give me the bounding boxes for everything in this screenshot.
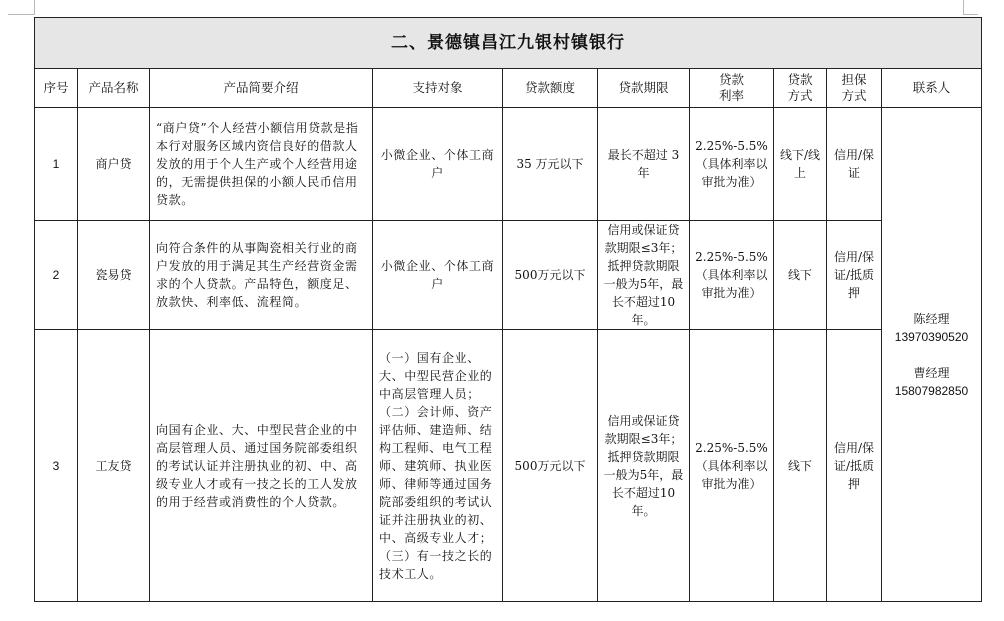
header-term: 贷款期限 (598, 69, 690, 108)
row-index: 3 (35, 330, 78, 602)
header-product-name: 产品名称 (78, 69, 150, 108)
row-guarantee: 信用/保证/抵质押 (827, 221, 882, 330)
header-product-intro: 产品简要介绍 (150, 69, 373, 108)
row-rate: 2.25%-5.5%（具体利率以审批为准） (690, 330, 774, 602)
table-row (35, 330, 982, 602)
row-target: 小微企业、个体工商户 (373, 221, 503, 330)
row-amount: 500万元以下 (503, 330, 598, 602)
contact-person-2: 曹经理 (913, 365, 950, 380)
header-guarantee-line1: 担保 (841, 72, 867, 87)
row-guarantee: 信用/保证 (827, 108, 882, 221)
header-guarantee (827, 69, 882, 108)
row-method: 线下 (774, 221, 827, 330)
row-method: 线下/线上 (774, 108, 827, 221)
header-rate-line2: 利率 (718, 88, 744, 103)
row-amount: 500万元以下 (503, 221, 598, 330)
contact-phone-1: 13970390520 (894, 329, 969, 344)
header-contact: 联系人 (882, 69, 982, 108)
header-amount: 贷款额度 (503, 69, 598, 108)
row-target: 小微企业、个体工商户 (373, 108, 503, 221)
row-index: 2 (35, 221, 78, 330)
header-index: 序号 (35, 69, 78, 108)
page-corner-mark-left (8, 0, 35, 15)
row-method: 线下 (774, 330, 827, 602)
row-rate: 2.25%-5.5%（具体利率以审批为准） (690, 108, 774, 221)
header-method (774, 69, 827, 108)
row-term: 信用或保证贷款期限≤3年；抵押贷款期限一般为5年，最长不超过10年。 (598, 330, 690, 602)
contact-cell (882, 108, 982, 602)
row-product-name: 商户贷 (78, 108, 150, 221)
loan-products-table (34, 17, 982, 602)
header-rate (690, 69, 774, 108)
row-index: 1 (35, 108, 78, 221)
row-product-name: 瓷易贷 (78, 221, 150, 330)
row-product-name: 工友贷 (78, 330, 150, 602)
header-guarantee-line2: 方式 (841, 88, 867, 103)
row-intro: “商户贷”个人经营小额信用贷款是指本行对服务区域内资信良好的借款人发放的用于个人生产或个人经营用途的，无需提供担保的小额人民币信用贷款。 (150, 108, 373, 221)
header-rate-line1: 贷款 (718, 72, 744, 87)
header-row (35, 69, 982, 108)
table-row (35, 108, 982, 221)
header-method-line2: 方式 (787, 88, 813, 103)
table-title: 二、景德镇昌江九银村镇银行 (35, 18, 982, 69)
row-target: （一）国有企业、大、中型民营企业的中高层管理人员；（二）会计师、资产评估师、建造师、结构工程师、电气工程师、建筑师、执业医师、律师等通过国务院部委组织的考试认证并注册执业的初、中、高级专业人才；（三）有一技之长的技术工人。 (373, 330, 503, 602)
header-method-line1: 贷款 (787, 72, 813, 87)
row-term: 信用或保证贷款期限≤3年；抵押贷款期限一般为5年，最长不超过10年。 (598, 221, 690, 330)
header-target: 支持对象 (373, 69, 503, 108)
row-rate: 2.25%-5.5%（具体利率以审批为准） (690, 221, 774, 330)
contact-person-1: 陈经理 (913, 311, 950, 326)
table-row (35, 221, 982, 330)
row-intro: 向国有企业、大、中型民营企业的中高层管理人员、通过国务院部委组织的考试认证并注册执业的初、中、高级专业人才或有一技之长的工人发放的用于经营或消费性的个人贷款。 (150, 330, 373, 602)
row-guarantee: 信用/保证/抵质押 (827, 330, 882, 602)
contact-phone-2: 15807982850 (894, 383, 969, 398)
row-term: 最长不超过 3 年 (598, 108, 690, 221)
row-intro: 向符合条件的从事陶瓷相关行业的商户发放的用于满足其生产经营资金需求的个人贷款。产品特色，额度足、放款快、利率低、流程简。 (150, 221, 373, 330)
page-corner-mark-right (963, 0, 978, 15)
row-amount: 35 万元以下 (503, 108, 598, 221)
